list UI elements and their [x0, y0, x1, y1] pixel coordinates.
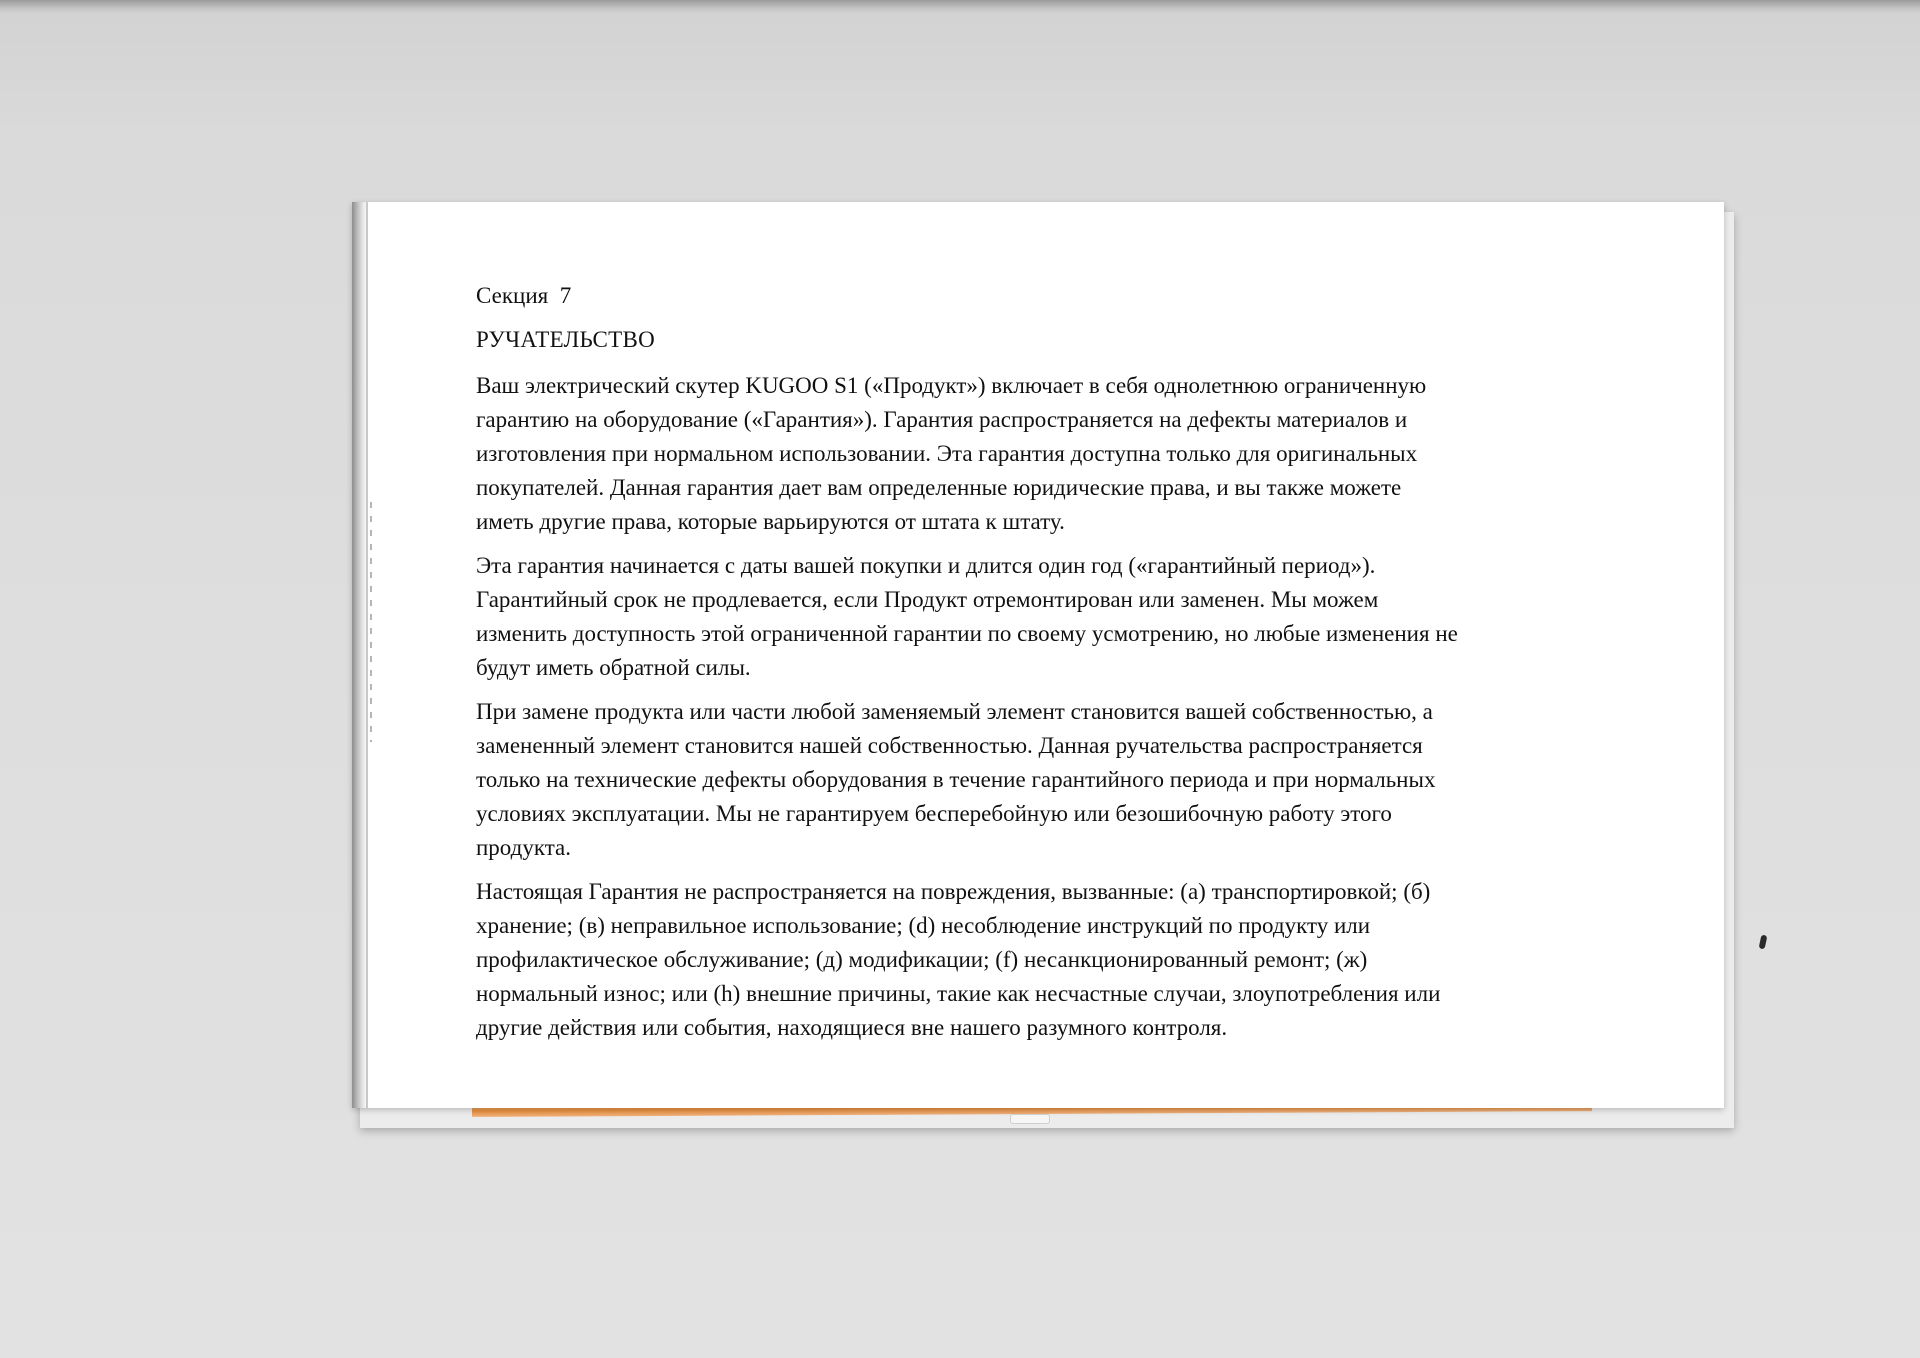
paragraph-warranty-period: Эта гарантия начинается с даты вашей покупки и длится один год («гарантийный период»). Гарантийный срок не продлевается, если Продукт отремонтирован или заменен. Мы можем изменить доступность этой ограниченной гарантии по своему усмотрению, но любые изменения не будут иметь обратной силы.	[476, 553, 1458, 680]
page-title: РУЧАТЕЛЬСТВО	[476, 327, 656, 352]
paragraph-warranty-intro: Ваш электрический скутер KUGOO S1 («Продукт») включает в себя однолетнюю ограниченную гарантию на оборудование («Гарантия»). Гарантия распространяется на дефекты материалов и изготовления при нормальном использовании. Эта гарантия доступна только для оригинальных покупателей. Данная гарантия дает вам определенные юридические права, и вы также можете иметь другие права, которые варьируются от штата к штату.	[476, 373, 1427, 534]
spine-fold-line	[366, 202, 368, 1108]
booklet-page	[352, 202, 1724, 1108]
paragraph-exclusions: Настоящая Гарантия не распространяется на повреждения, вызванные: (а) транспортировкой; (б) хранение; (в) неправильное использование; (d) несоблюдение инструкций по продукту или профилактическое обслуживание; (д) модификации; (f) несанкционированный ремонт; (ж) нормальный износ; или (h) внешние причины, такие как несчастные случаи, злоупотребления или другие действия или события, находящиеся вне нашего разумного контроля.	[476, 879, 1441, 1040]
booklet	[352, 202, 1732, 1132]
dust-speck	[1759, 935, 1768, 950]
bottom-binding-clip	[1010, 1114, 1050, 1124]
paragraph-replacement: При замене продукта или части любой заменяемый элемент становится вашей собственностью, а замененный элемент становится нашей собственностью. Данная ручательства распространяется только на технические дефекты оборудования в течение гарантийного периода и при нормальных условиях эксплуатации. Мы не гарантируем бесперебойную или безошибочную работу этого продукта.	[476, 699, 1436, 860]
binding-stitches	[370, 502, 372, 742]
scanner-top-edge	[0, 0, 1920, 14]
section-number: Секция 7	[476, 283, 572, 308]
page-content	[476, 281, 1626, 1055]
